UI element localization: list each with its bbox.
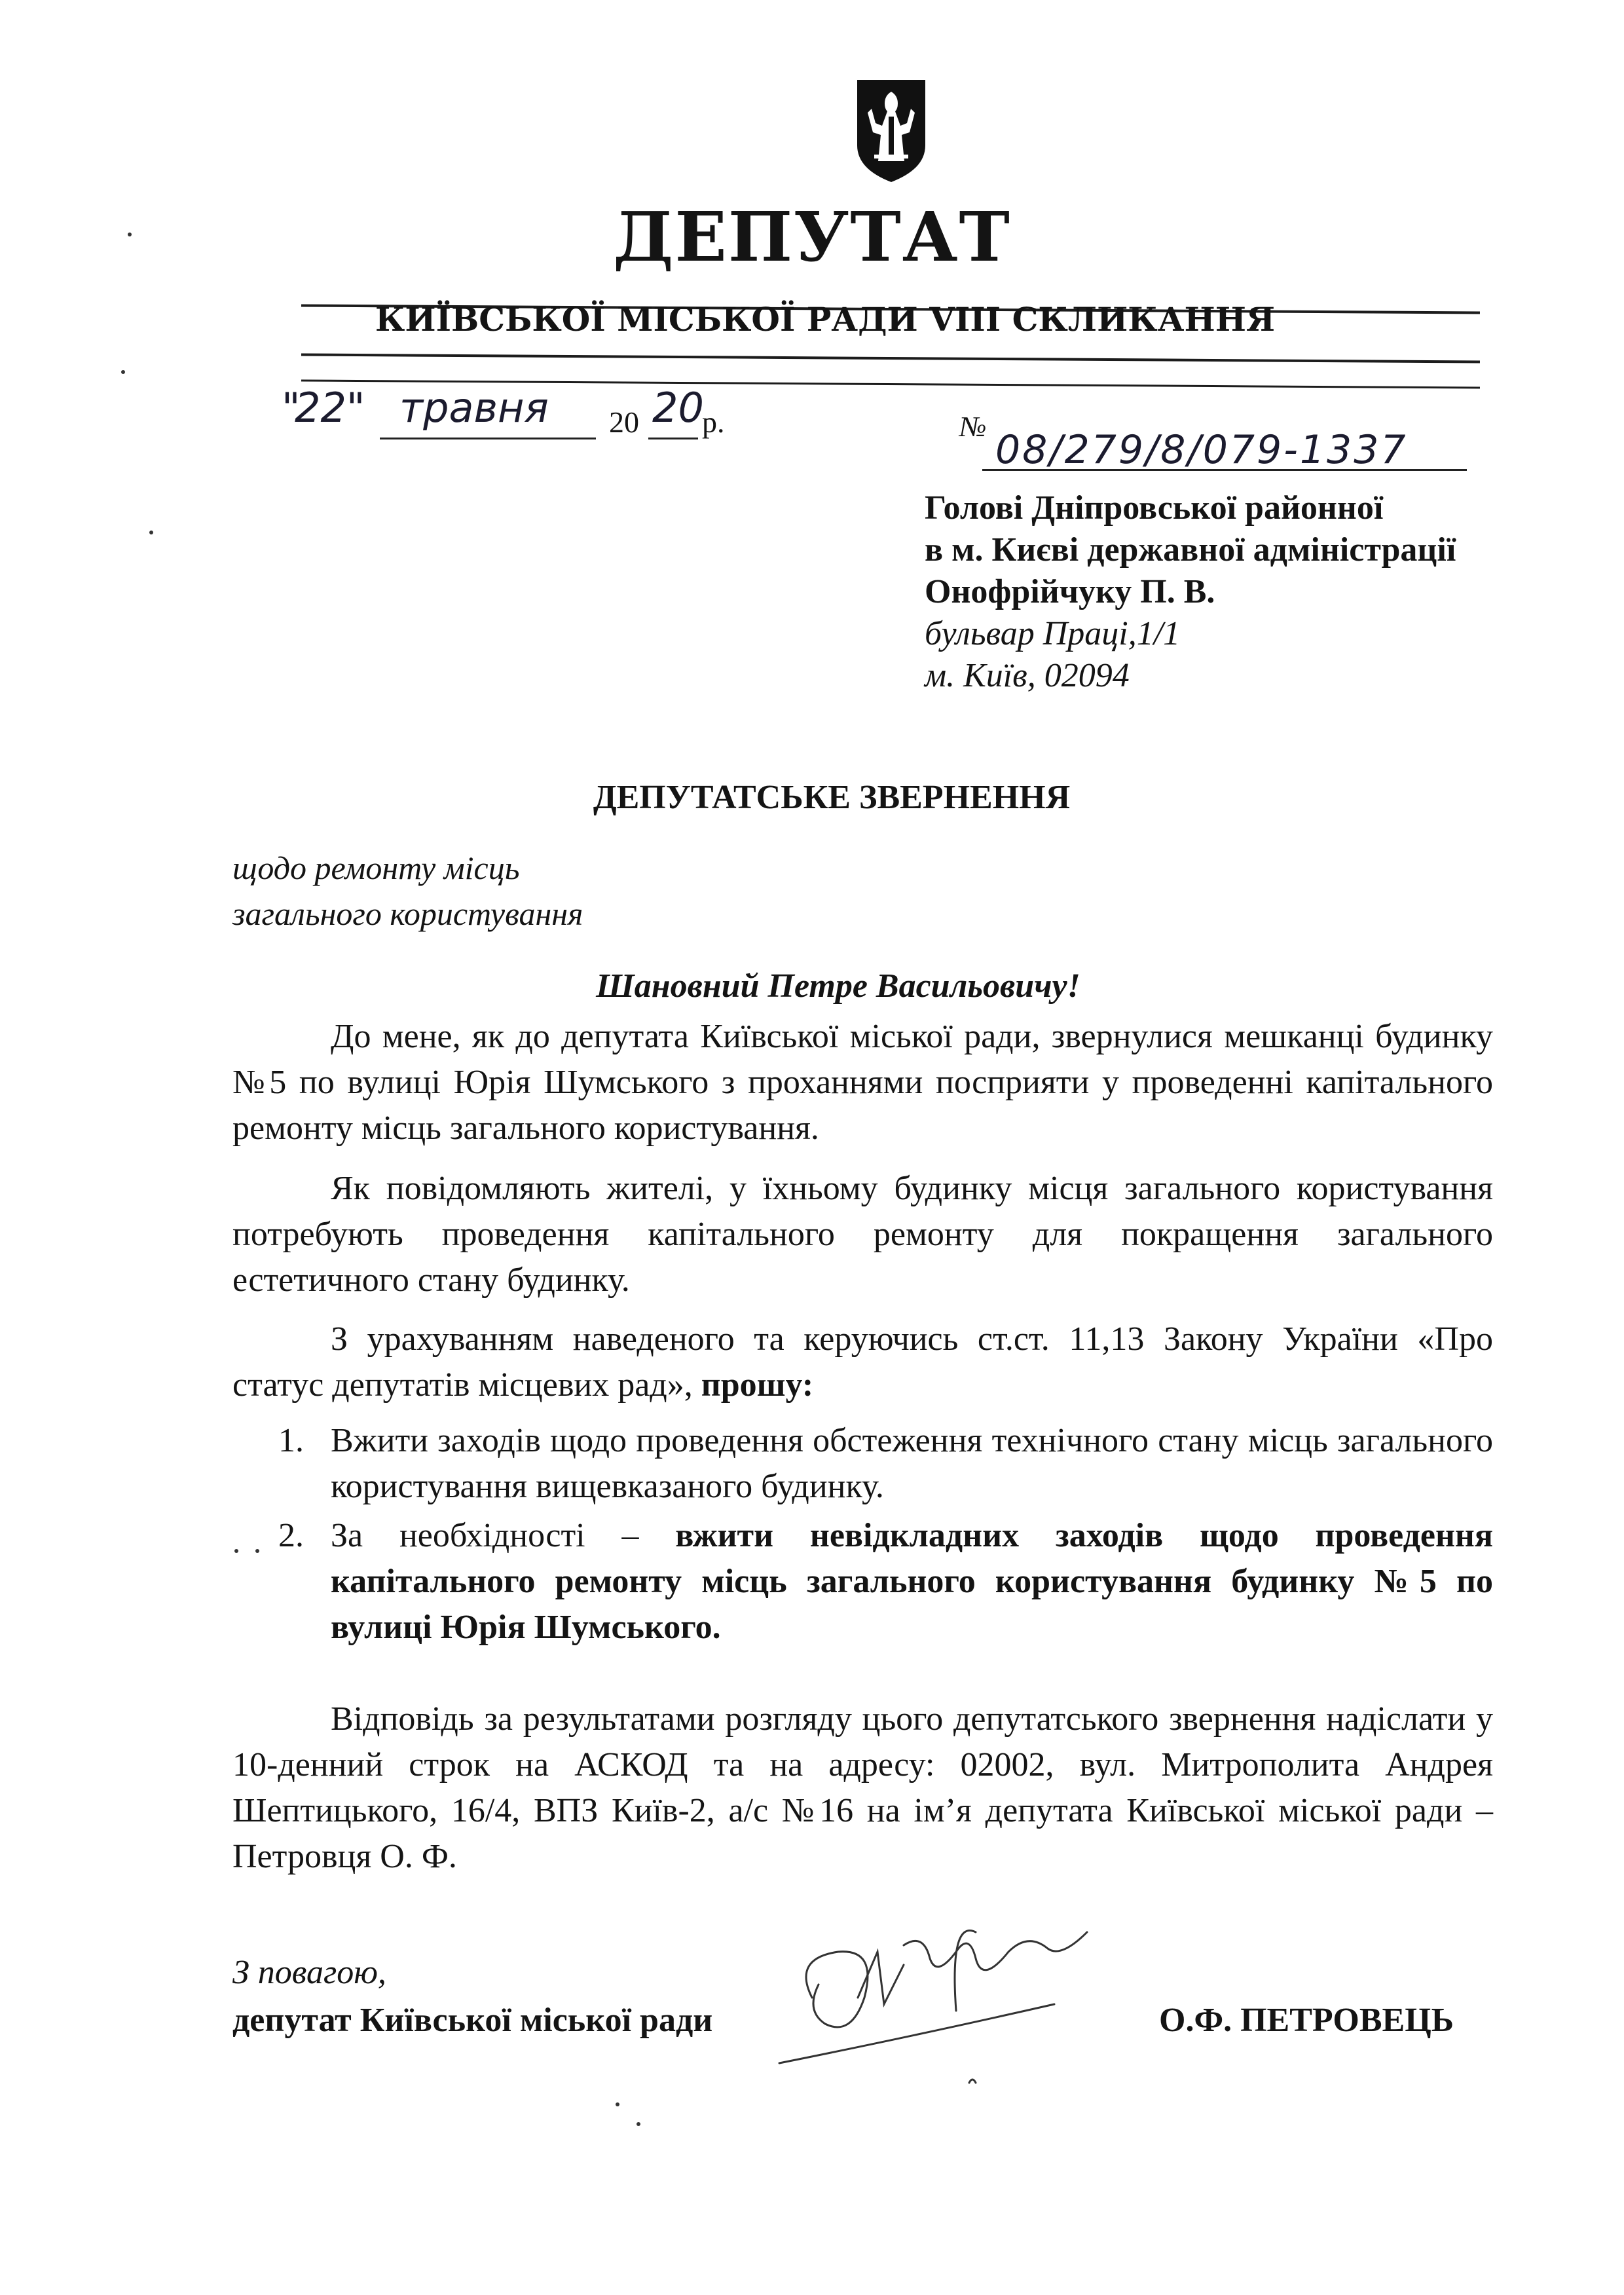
addressee-line: Голові Дніпровської районної xyxy=(925,489,1384,527)
body-paragraph: Як повідомляють жителі, у їхньому будинку місця загального користування потребують проведення капітального ремонту для покращення загального естетичного стану будинку. xyxy=(232,1170,1493,1299)
body-paragraph: До мене, як до депутата Київської міської ради, звернулися мешканці будинку №5 по вулиці Юрія Шумського з проханнями посприяти у проведенні капітального ремонту місць загального користування. xyxy=(232,1018,1493,1147)
document-subject xyxy=(232,845,583,937)
request-item-lead: За необхідності – xyxy=(331,1517,639,1554)
scan-speck xyxy=(637,2122,640,2126)
addressee-name: Онофрійчуку П. В. xyxy=(925,573,1215,610)
reference-number-underline xyxy=(982,469,1467,471)
request-item-emphasis: вжити невідкладних заходів щодо проведення капітального ремонту місць загального користування будинку №5 по вулиці Юрія Шумського. xyxy=(331,1517,1494,1646)
date-year-prefix: 20 xyxy=(609,405,639,439)
kyiv-coat-of-arms-icon xyxy=(855,77,928,185)
request-keyword: прошу: xyxy=(701,1366,814,1404)
handwritten-signature xyxy=(773,1919,1139,2089)
request-item xyxy=(278,1418,1493,1510)
date-day: 22" xyxy=(295,384,365,432)
signatory-name: О.Ф. ПЕТРОВЕЦЬ xyxy=(1159,2002,1454,2039)
request-item-text xyxy=(331,1513,1493,1651)
reference-number-value: 08/279/8/079-1337 xyxy=(995,427,1408,473)
request-item xyxy=(278,1513,1493,1651)
request-item-number: 1. xyxy=(278,1422,304,1459)
document-title: ДЕПУТАТСЬКЕ ЗВЕРНЕННЯ xyxy=(593,779,1071,816)
scan-speck xyxy=(234,1549,238,1553)
scan-speck xyxy=(255,1549,259,1553)
reference-number-label: № xyxy=(959,411,987,443)
letterhead-rule-middle xyxy=(301,354,1480,364)
scan-speck xyxy=(149,531,153,534)
addressee-line: в м. Києві державної адміністрації xyxy=(925,531,1456,569)
scan-speck xyxy=(121,370,125,374)
subject-line: щодо ремонту місць xyxy=(232,849,520,886)
request-item-number: 2. xyxy=(278,1517,304,1554)
addressee-street: бульвар Праці,1/1 xyxy=(925,615,1181,652)
date-open-quote: " xyxy=(282,384,301,432)
addressee-city: м. Київ, 02094 xyxy=(925,657,1130,694)
salutation: Шановний Петре Васильовичу! xyxy=(596,967,1080,1005)
date-month: травня xyxy=(399,384,549,432)
addressee-block xyxy=(925,487,1456,697)
date-month-underline xyxy=(380,438,596,439)
letterhead-title: ДЕПУТАТ xyxy=(613,196,1011,277)
letterhead-subtitle: КИЇВСЬКОЇ МІСЬКОЇ РАДИ VIII СКЛИКАННЯ xyxy=(375,300,1276,339)
date-year-suffix: р. xyxy=(702,405,725,439)
request-item-text: Вжити заходів щодо проведення обстеження технічного стану місць загального користування вищевказаного будинку. xyxy=(331,1422,1493,1505)
closing: З повагою, xyxy=(232,1954,386,1991)
body-paragraph xyxy=(232,1316,1493,1408)
body-paragraph: Відповідь за результатами розгляду цього депутатського звернення надіслати у 10-денний строк на АСКОД та на адресу: 02002, вул. Митрополита Андрея Шептицького, 16/4, ВПЗ Київ-2, а/с №16 на ім’я депутата Київської міської ради – Петровця О. Ф. xyxy=(232,1700,1493,1875)
scan-speck xyxy=(616,2102,619,2106)
subject-line: загального користування xyxy=(232,895,583,932)
scan-speck xyxy=(128,233,132,236)
signatory-role: депутат Київської міської ради xyxy=(232,2002,713,2039)
date-year: 20 xyxy=(652,384,704,432)
request-intro: З урахуванням наведеного та керуючись ст.ст. 11,13 Закону України «Про статус депутатів місцевих рад», xyxy=(232,1320,1493,1404)
date-year-underline xyxy=(648,438,698,439)
